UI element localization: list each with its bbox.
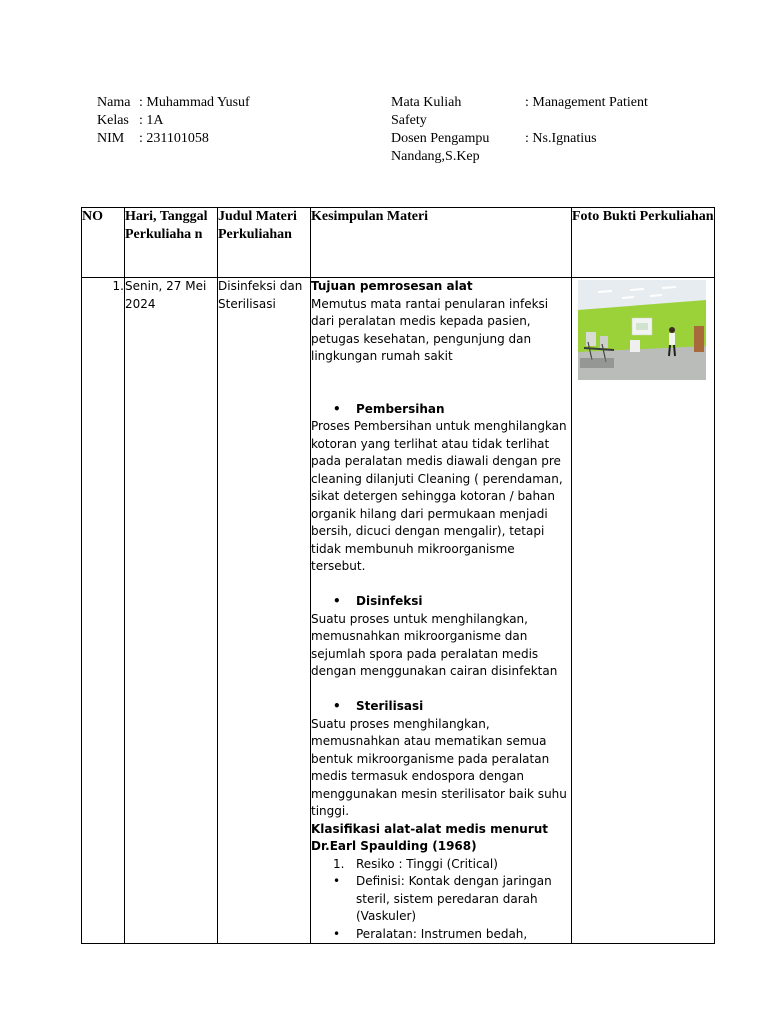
- lecturer-label: Dosen Pengampu: [391, 131, 490, 146]
- lecturer-value-cont: Nandang,S.Kep: [391, 149, 480, 164]
- list-item: [311, 873, 571, 926]
- pembersihan-text: Proses Pembersihan untuk menghilangkan kotoran yang terlihat atau tidak terlihat pada peralatan medis diawali dengan pre cleaning dilanjuti Cleaning ( perendaman, sikat detergen sehingga kotoran / bahan organik hilang dari permukaan menjadi bersih, dicuci dengan mengalir), tetapi tidak membunuh mikroorganisme tersebut.: [311, 419, 567, 573]
- row-title: Disinfeksi dan Sterilisasi: [218, 278, 311, 944]
- bullet-disinfeksi: [311, 593, 571, 611]
- class-value: : 1A: [139, 113, 164, 128]
- class-label: Kelas: [97, 113, 129, 128]
- bullet-mark: •: [333, 874, 341, 888]
- bullet-mark: •: [333, 401, 341, 416]
- lecturer-value: : Ns.Ignatius: [525, 131, 597, 146]
- list-number: 1.: [333, 856, 345, 871]
- intro-text: Memutus mata rantai penularan infeksi dari peralatan medis kepada pasien, petugas kesehatan, pengunjung dan lingkungan rumah sakit: [311, 296, 549, 363]
- bullet-pembersihan: [311, 401, 571, 419]
- header-summary: Kesimpulan Materi: [311, 208, 572, 278]
- classification-heading: Klasifikasi alat-alat medis menurut Dr.Earl Spaulding (1968): [311, 821, 549, 853]
- list-text: Definisi: Kontak dengan jaringan steril, sistem peredaran darah (Vaskuler): [356, 874, 552, 923]
- course-label: Mata Kuliah: [391, 95, 462, 110]
- bullet-mark: •: [333, 594, 341, 608]
- header-photo: Foto Bukti Perkuliahan: [572, 208, 715, 278]
- table-row: [82, 278, 715, 944]
- bullet-mark: •: [333, 926, 341, 941]
- list-item: [311, 926, 571, 944]
- course-value: : Management Patient: [525, 95, 648, 110]
- lecture-photo: [578, 280, 706, 380]
- header-date: Hari, Tanggal Perkuliaha n: [125, 208, 218, 278]
- nim-label: NIM: [97, 131, 125, 146]
- bullet-title: Disinfeksi: [356, 594, 423, 608]
- lecture-table: [81, 207, 715, 944]
- course-value-cont: Safety: [391, 113, 427, 128]
- disinfeksi-text: Suatu proses untuk menghilangkan, memusnahkan mikroorganisme dan sejumlah spora pada peralatan medis dengan menggunakan cairan disinfektan: [311, 611, 558, 678]
- row-summary: [311, 278, 572, 944]
- bullet-mark: •: [333, 699, 341, 713]
- student-info: [97, 94, 250, 148]
- nim-value: : 231101058: [139, 131, 209, 146]
- list-text: Resiko : Tinggi (Critical): [356, 856, 498, 871]
- intro-heading: Tujuan pemrosesan alat: [311, 279, 473, 293]
- student-nim-row: [97, 130, 250, 148]
- list-text: Peralatan: Instrumen bedah,: [356, 926, 528, 941]
- bullet-sterilisasi: [311, 698, 571, 716]
- row-number: 1.: [82, 278, 125, 944]
- lecturer-row: [391, 130, 691, 148]
- name-label: Nama: [97, 95, 131, 110]
- name-value: : Muhammad Yusuf: [139, 95, 250, 110]
- table-header-row: [82, 208, 715, 278]
- sterilisasi-text: Suatu proses menghilangkan, memusnahkan atau mematikan semua bentuk mikroorganisme pada peralatan medis termasuk endospora dengan menggunakan mesin sterilisator baik suhu tinggi.: [311, 716, 567, 818]
- student-class-row: [97, 112, 250, 130]
- row-date: Senin, 27 Mei 2024: [125, 278, 218, 944]
- student-name-row: [97, 94, 250, 112]
- bullet-title: Pembersihan: [356, 401, 445, 416]
- course-row: [391, 94, 691, 112]
- row-photo: [572, 278, 715, 944]
- list-item: [311, 856, 571, 874]
- course-info: [391, 94, 691, 166]
- header-title: Judul Materi Perkuliahan: [218, 208, 311, 278]
- header-no: NO: [82, 208, 125, 278]
- bullet-title: Sterilisasi: [356, 699, 424, 713]
